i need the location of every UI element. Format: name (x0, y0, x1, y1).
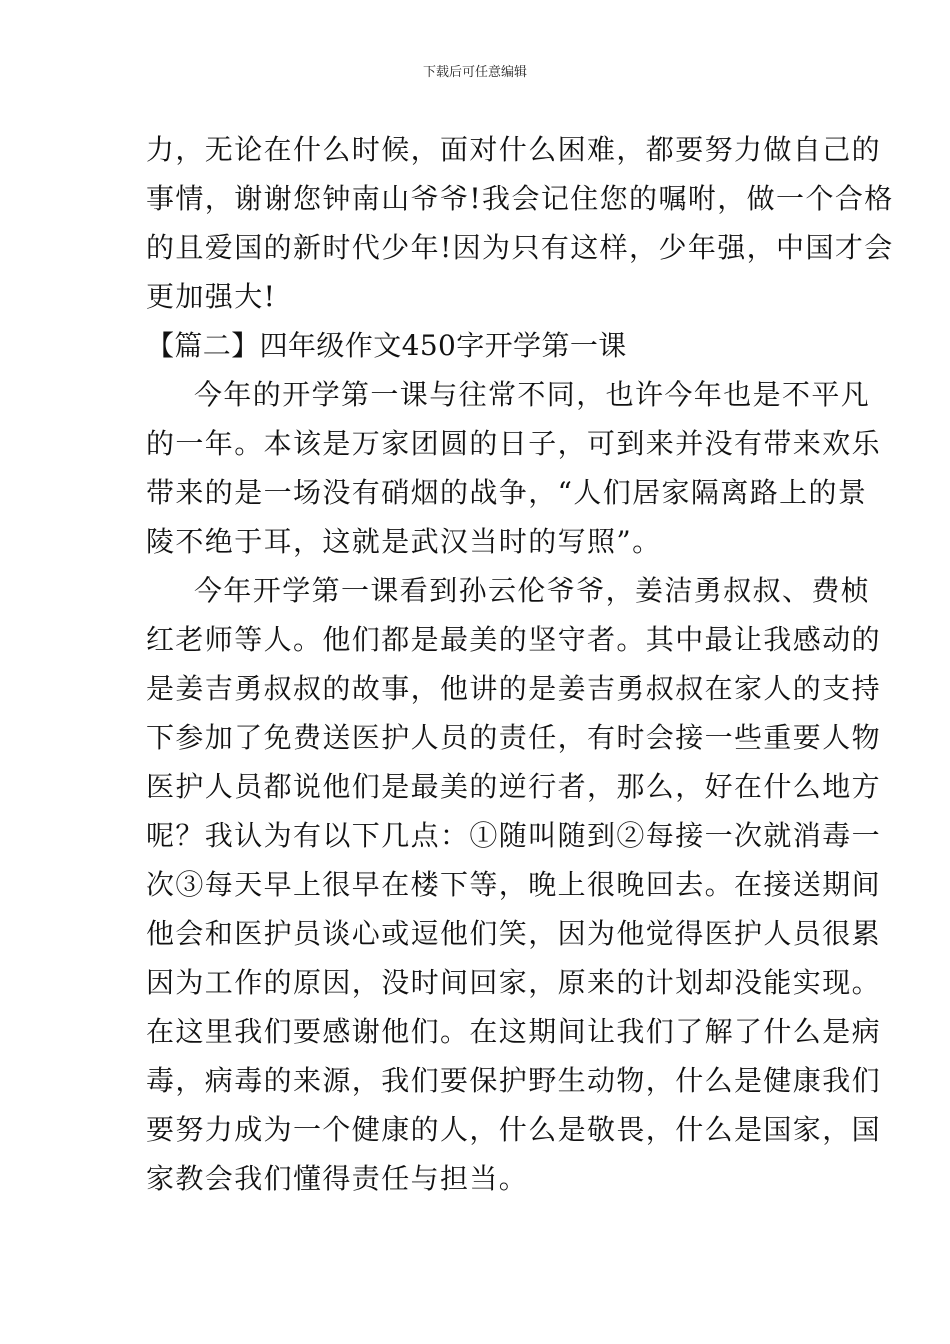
text-line: 更加强大! (146, 280, 277, 313)
text-line: 要努力成为一个健康的人，什么是敬畏，什么是国家，国 (146, 1113, 882, 1146)
text-line: 毒，病毒的来源，我们要保护野生动物，什么是健康我们 (146, 1064, 882, 1097)
text-line: 的一年。本该是万家团圆的日子，可到来并没有带来欢乐 (146, 427, 882, 460)
text-line: 因为工作的原因，没时间回家，原来的计划却没能实现。 (146, 966, 882, 999)
paragraph-first-line: 今年开学第一课看到孙云伦爷爷，姜洁勇叔叔、费桢 (194, 574, 871, 607)
text-line: 力，无论在什么时候，面对什么困难，都要努力做自己的 (146, 133, 882, 166)
text-line: 呢？我认为有以下几点：①随叫随到②每接一次就消毒一 (146, 819, 882, 852)
paragraph-first-line: 今年的开学第一课与往常不同，也许今年也是不平凡 (194, 378, 871, 411)
text-line: 下参加了免费送医护人员的责任，有时会接一些重要人物 (146, 721, 882, 754)
document-body (146, 125, 894, 1203)
text-line: 的且爱国的新时代少年!因为只有这样，少年强，中国才会 (146, 231, 894, 264)
text-line: 陵不绝于耳，这就是武汉当时的写照”。 (146, 525, 662, 558)
text-line: 带来的是一场没有硝烟的战争，“人们居家隔离路上的景 (146, 476, 868, 509)
text-line: 次③每天早上很早在楼下等，晚上很晚回去。在接送期间 (146, 868, 882, 901)
text-line: 事情，谢谢您钟南山爷爷!我会记住您的嘱咐，做一个合格 (146, 182, 894, 215)
text-line: 医护人员都说他们是最美的逆行者，那么，好在什么地方 (146, 770, 882, 803)
text-line: 在这里我们要感谢他们。在这期间让我们了解了什么是病 (146, 1015, 882, 1048)
text-line: 家教会我们懂得责任与担当。 (146, 1162, 529, 1195)
section-heading: 【篇二】四年级作文450字开学第一课 (146, 329, 627, 362)
page-header: 下载后可任意编辑 (422, 65, 527, 80)
text-line: 他会和医护员谈心或逗他们笑，因为他觉得医护人员很累 (146, 917, 882, 950)
text-line: 是姜吉勇叔叔的故事，他讲的是姜吉勇叔叔在家人的支持 (146, 672, 882, 705)
text-line: 红老师等人。他们都是最美的坚守者。其中最让我感动的 (146, 623, 882, 656)
